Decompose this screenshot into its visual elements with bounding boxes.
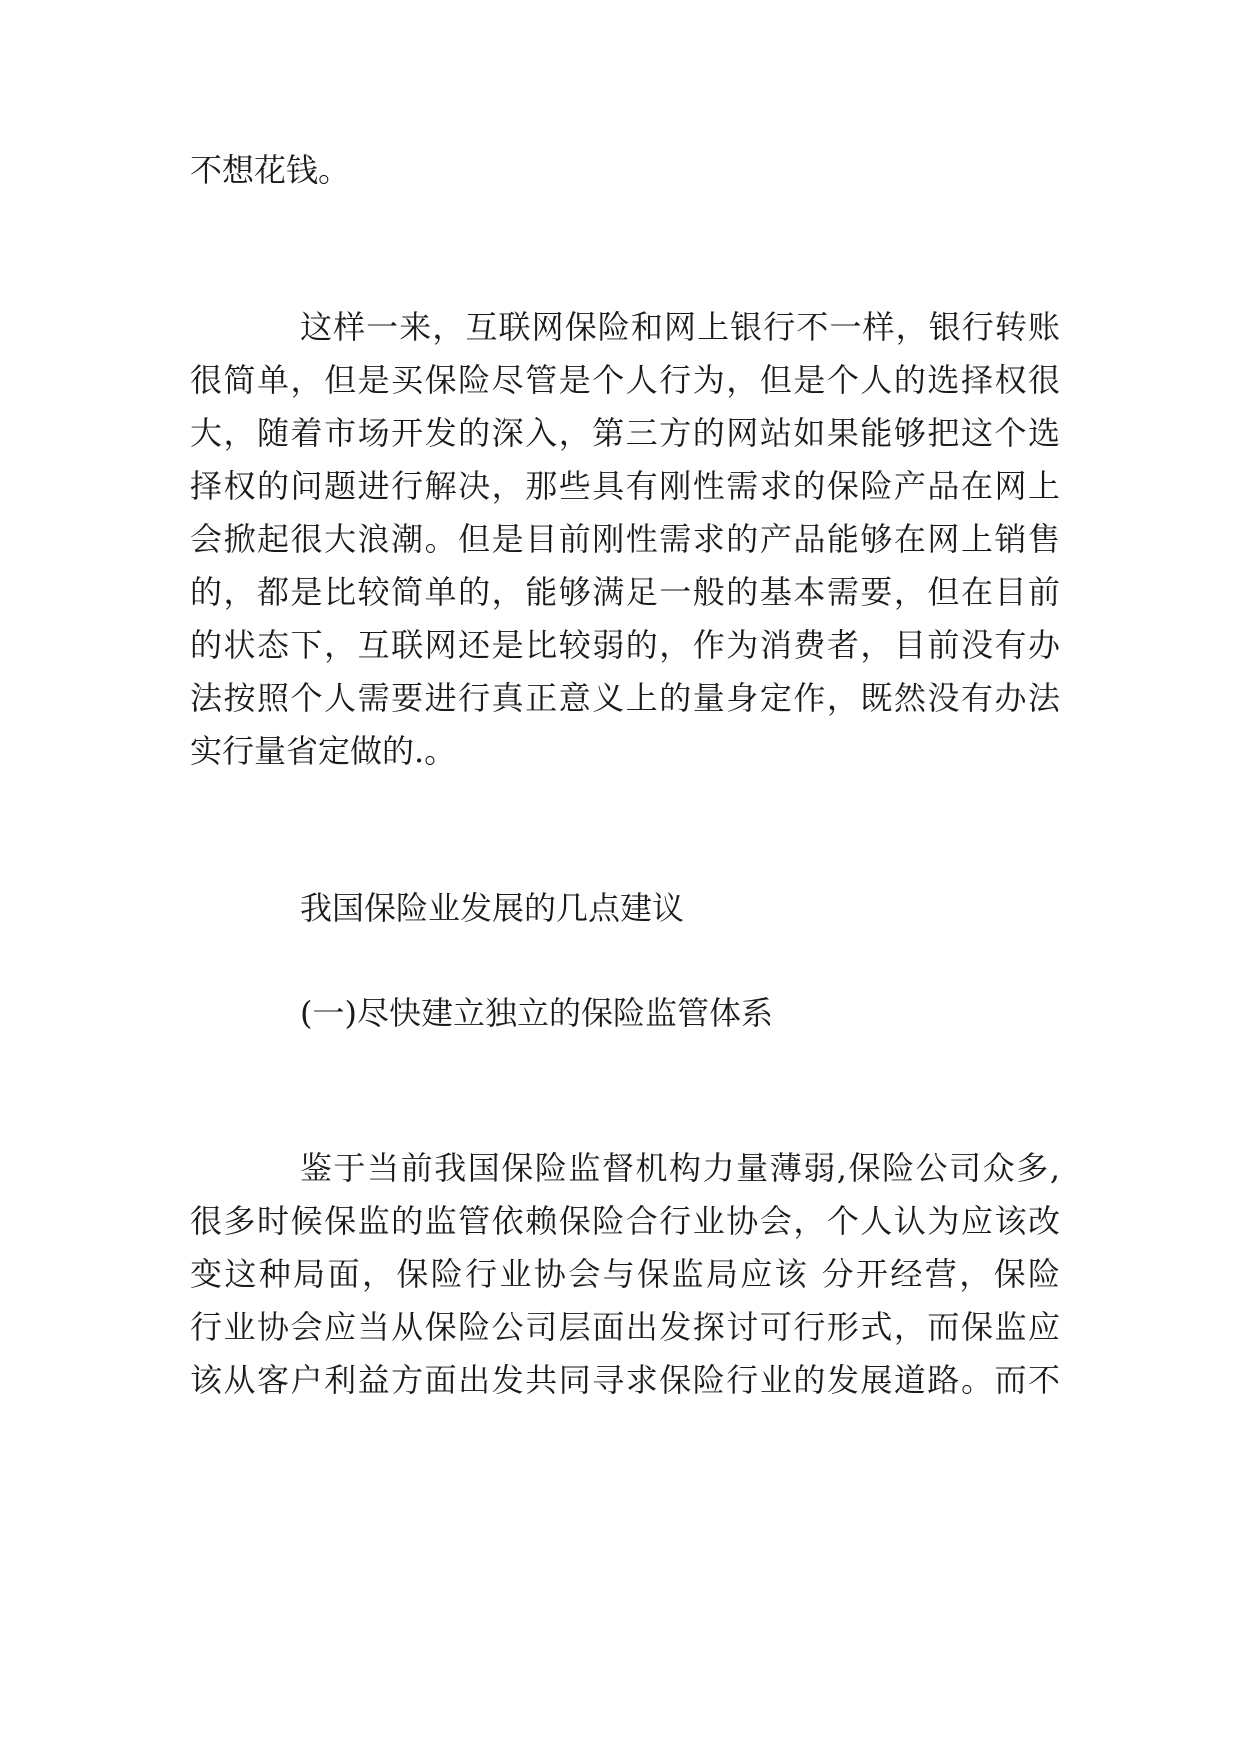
subsection-heading: (一)尽快建立独立的保险监管体系 [300, 994, 773, 1032]
paragraph-line: 这样一来，互联网保险和网上银行不一样，银行转账 [300, 308, 1060, 346]
paragraph-line: 大，随着市场开发的深入，第三方的网站如果能够把这个选 [190, 414, 1060, 452]
paragraph-line: 的，都是比较简单的，能够满足一般的基本需要，但在目前 [190, 573, 1060, 611]
paragraph-line: 法按照个人需要进行真正意义上的量身定作，既然没有办法 [190, 679, 1060, 717]
paragraph-line: 该从客户利益方面出发共同寻求保险行业的发展道路。而不 [190, 1361, 1060, 1399]
paragraph-line: 实行量省定做的.。 [190, 732, 457, 770]
paragraph-line: 很多时候保监的监管依赖保险合行业协会，个人认为应该改 [190, 1202, 1060, 1240]
paragraph-line: 变这种局面，保险行业协会与保监局应该 分开经营，保险 [190, 1255, 1060, 1293]
paragraph-line: 行业协会应当从保险公司层面出发探讨可行形式，而保监应 [190, 1308, 1060, 1346]
section-heading: 我国保险业发展的几点建议 [300, 889, 685, 927]
paragraph-line: 鉴于当前我国保险监督机构力量薄弱,保险公司众多, [300, 1149, 1060, 1187]
paragraph-line: 的状态下，互联网还是比较弱的，作为消费者，目前没有办 [190, 626, 1060, 664]
paragraph-line: 很简单，但是买保险尽管是个人行为，但是个人的选择权很 [190, 361, 1060, 399]
paragraph-line: 会掀起很大浪潮。但是目前刚性需求的产品能够在网上销售 [190, 520, 1060, 558]
paragraph-line: 不想花钱。 [190, 151, 351, 189]
paragraph-line: 择权的问题进行解决，那些具有刚性需求的保险产品在网上 [190, 467, 1060, 505]
